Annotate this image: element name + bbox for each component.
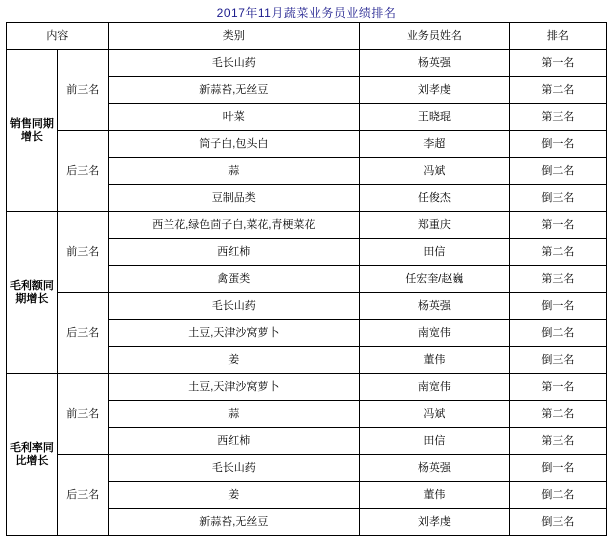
cell-salesperson: 冯斌 — [359, 158, 509, 185]
cell-rank: 第三名 — [509, 266, 606, 293]
cell-category: 姜 — [108, 347, 359, 374]
column-header-category: 类别 — [108, 23, 359, 50]
cell-category: 土豆,天津沙窝萝卜 — [108, 374, 359, 401]
cell-salesperson: 李超 — [359, 131, 509, 158]
table-row — [7, 212, 607, 239]
cell-rank: 倒一名 — [509, 131, 606, 158]
group-label: 后三名 — [57, 455, 108, 536]
section-label: 销售同期增长 — [7, 50, 58, 212]
group-label: 后三名 — [57, 293, 108, 374]
cell-salesperson: 田信 — [359, 428, 509, 455]
cell-category: 西红柿 — [108, 239, 359, 266]
cell-rank: 倒三名 — [509, 347, 606, 374]
cell-category: 蒜 — [108, 401, 359, 428]
cell-salesperson: 冯斌 — [359, 401, 509, 428]
group-label: 后三名 — [57, 131, 108, 212]
cell-category: 筒子白,包头白 — [108, 131, 359, 158]
ranking-table — [6, 22, 607, 536]
cell-rank: 倒一名 — [509, 293, 606, 320]
section-label: 毛利率同比增长 — [7, 374, 58, 536]
cell-category: 蒜 — [108, 158, 359, 185]
table-row — [7, 293, 607, 320]
cell-category: 禽蛋类 — [108, 266, 359, 293]
cell-salesperson: 王晓琨 — [359, 104, 509, 131]
column-header-rank: 排名 — [509, 23, 606, 50]
group-label: 前三名 — [57, 212, 108, 293]
table-row — [7, 50, 607, 77]
cell-rank: 第二名 — [509, 239, 606, 266]
cell-category: 叶菜 — [108, 104, 359, 131]
table-row — [7, 131, 607, 158]
cell-salesperson: 杨英强 — [359, 293, 509, 320]
cell-rank: 第三名 — [509, 428, 606, 455]
cell-rank: 第一名 — [509, 212, 606, 239]
cell-rank: 倒三名 — [509, 509, 606, 536]
cell-category: 毛长山药 — [108, 293, 359, 320]
table-row — [7, 374, 607, 401]
cell-rank: 第一名 — [509, 50, 606, 77]
cell-rank: 第一名 — [509, 374, 606, 401]
cell-salesperson: 董伟 — [359, 482, 509, 509]
cell-salesperson: 田信 — [359, 239, 509, 266]
cell-rank: 第三名 — [509, 104, 606, 131]
cell-category: 西兰花,绿色茴子白,菜花,青梗菜花 — [108, 212, 359, 239]
page-title: 2017年11月蔬菜业务员业绩排名 — [216, 6, 397, 20]
cell-category: 毛长山药 — [108, 50, 359, 77]
cell-category: 西红柿 — [108, 428, 359, 455]
cell-category: 豆制品类 — [108, 185, 359, 212]
cell-rank: 倒一名 — [509, 455, 606, 482]
cell-salesperson: 南宽伟 — [359, 320, 509, 347]
cell-salesperson: 杨英强 — [359, 455, 509, 482]
cell-category: 新蒜苔,无丝豆 — [108, 509, 359, 536]
column-header-content: 内容 — [7, 23, 109, 50]
cell-category: 毛长山药 — [108, 455, 359, 482]
cell-salesperson: 刘孝虔 — [359, 509, 509, 536]
cell-category: 新蒜苔,无丝豆 — [108, 77, 359, 104]
column-header-salesperson: 业务员姓名 — [359, 23, 509, 50]
cell-salesperson: 任宏奎/赵巍 — [359, 266, 509, 293]
cell-rank: 倒二名 — [509, 320, 606, 347]
group-label: 前三名 — [57, 50, 108, 131]
cell-salesperson: 任俊杰 — [359, 185, 509, 212]
cell-rank: 第二名 — [509, 401, 606, 428]
cell-salesperson: 郑重庆 — [359, 212, 509, 239]
cell-rank: 倒三名 — [509, 185, 606, 212]
cell-salesperson: 南宽伟 — [359, 374, 509, 401]
cell-rank: 倒二名 — [509, 158, 606, 185]
section-label: 毛利额同期增长 — [7, 212, 58, 374]
cell-rank: 倒二名 — [509, 482, 606, 509]
cell-rank: 第二名 — [509, 77, 606, 104]
table-row — [7, 455, 607, 482]
cell-category: 土豆,天津沙窝萝卜 — [108, 320, 359, 347]
cell-salesperson: 董伟 — [359, 347, 509, 374]
cell-salesperson: 刘孝虔 — [359, 77, 509, 104]
cell-salesperson: 杨英强 — [359, 50, 509, 77]
group-label: 前三名 — [57, 374, 108, 455]
table-header-row — [7, 23, 607, 50]
cell-category: 姜 — [108, 482, 359, 509]
